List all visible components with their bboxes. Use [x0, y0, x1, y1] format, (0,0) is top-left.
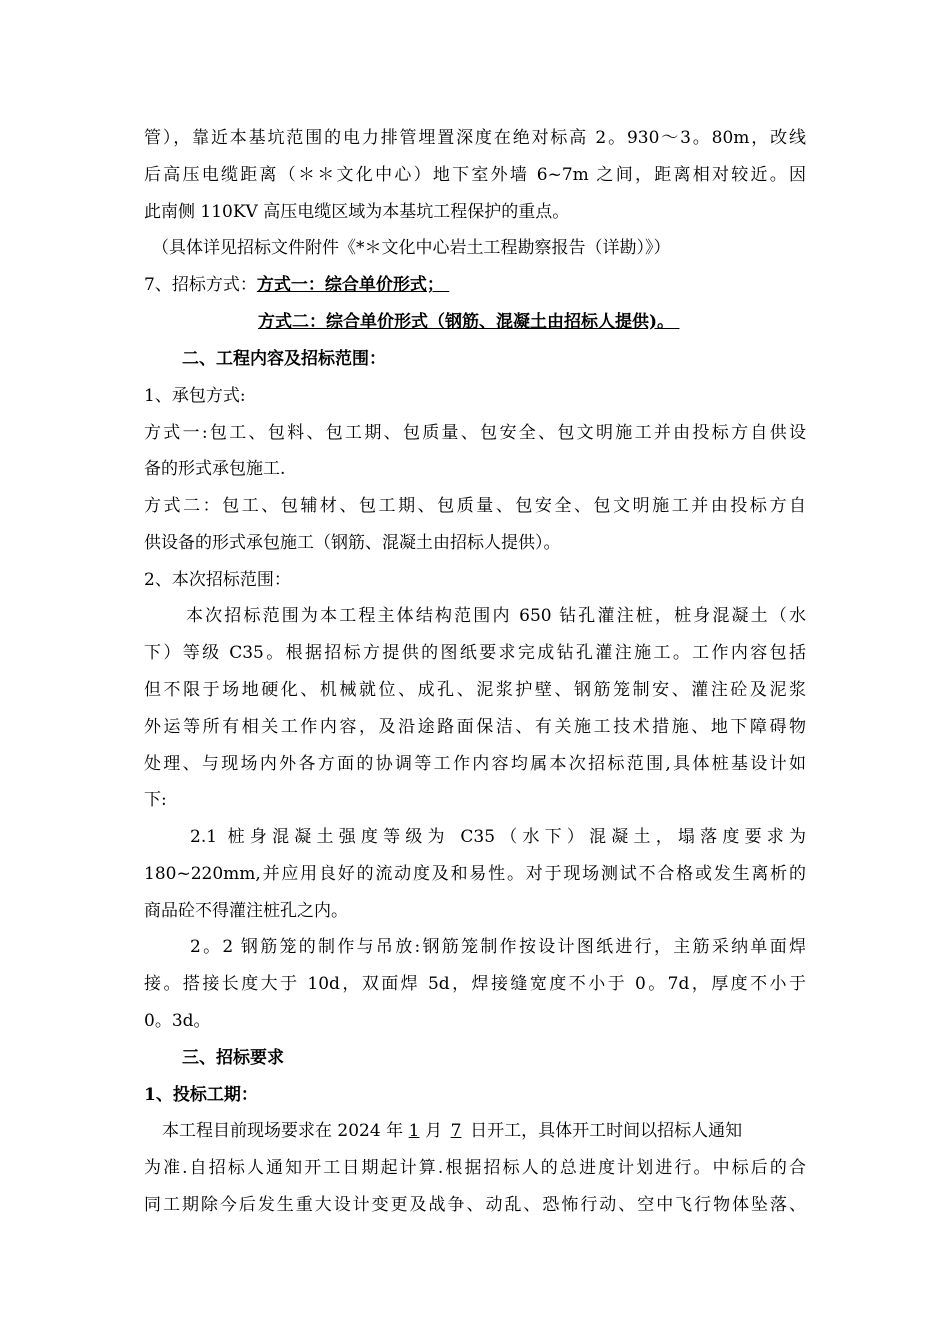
paragraph-line: 下: — [144, 790, 167, 810]
paragraph-line: 同工期除今后发生重大设计变更及战争、动乱、恐怖行动、空中飞行物体坠落、 — [144, 1195, 806, 1215]
paragraph-line: 本次招标范围为本工程主体结构范围内 650 钻孔灌注桩，桩身混凝土（水 — [186, 606, 806, 626]
paragraph-line: 2.1 桩身混凝土强度等级为 C35（水下）混凝土，塌落度要求为 — [190, 827, 806, 847]
paragraph-line: 商品砼不得灌注桩孔之内。 — [144, 901, 348, 921]
bidding-method-one: 方式一：综合单价形式； — [256, 275, 444, 295]
paragraph-line: 方式二：包工、包辅材、包工期、包质量、包安全、包文明施工并由投标方自 — [144, 496, 806, 516]
paragraph-line: 2。2 钢筋笼的制作与吊放:钢筋笼制作按设计图纸进行，主筋采纳单面焊 — [190, 937, 806, 957]
start-date-rest: 日开工，具体开工时间以招标人通知 — [470, 1121, 743, 1141]
bidding-method-two-line — [258, 310, 679, 334]
month-label: 月 — [425, 1121, 443, 1141]
subsection-heading: 2、本次招标范围： — [144, 570, 291, 590]
paragraph-line: 0。3d。 — [144, 1011, 211, 1031]
bidding-method-line — [144, 273, 449, 297]
paragraph-line: 后高压电缆距离（＊＊文化中心）地下室外墙 6~7m 之间，距离相对较近。因 — [144, 165, 806, 185]
paragraph-line: 管），靠近本基坑范围的电力排管埋置深度在绝对标高 2。930～3。80m，改线 — [144, 128, 806, 148]
start-date-line — [162, 1119, 742, 1143]
paragraph-line: 外运等所有相关工作内容，及沿途路面保洁、有关施工技术措施、地下障碍物 — [144, 717, 806, 737]
paragraph-line: 为准.自招标人通知开工日期起计算.根据招标人的总进度计划进行。中标后的合 — [144, 1158, 806, 1178]
paragraph-line: 下）等级 C35。根据招标方提供的图纸要求完成钻孔灌注施工。工作内容包括 — [144, 643, 806, 663]
paragraph-line: 180~220mm,并应用良好的流动度及和易性。对于现场测试不合格或发生离析的 — [144, 864, 806, 884]
section-heading-3: 三、招标要求 — [182, 1048, 284, 1068]
paragraph-line: 方式一:包工、包料、包工期、包质量、包安全、包文明施工并由投标方自供设 — [144, 423, 806, 443]
start-date-text: 本工程目前现场要求在 2024 年 — [162, 1121, 404, 1141]
reference-note: （具体详见招标文件附件《*＊文化中心岩土工程勘察报告（详勘）》） — [152, 238, 671, 258]
start-day: 7 — [450, 1121, 462, 1141]
paragraph-line: 备的形式承包施工. — [144, 459, 286, 479]
section-heading-2: 二、工程内容及招标范围： — [182, 349, 386, 369]
paragraph-line: 接。搭接长度大于 10d，双面焊 5d，焊接缝宽度不小于 0。7d，厚度不小于 — [144, 974, 806, 994]
paragraph-line: 供设备的形式承包施工（钢筋、混凝土由招标人提供）。 — [144, 533, 561, 553]
bidding-method-two: 方式二：综合单价形式（钢筋、混凝土由招标人提供)。 — [258, 312, 675, 332]
subsection-heading: 1、投标工期： — [144, 1085, 258, 1105]
start-month: 1 — [408, 1121, 420, 1141]
paragraph-line: 此南侧 110KV 高压电缆区域为本基坑工程保护的重点。 — [144, 202, 570, 222]
bidding-method-label: 7、招标方式： — [144, 275, 257, 295]
subsection-heading: 1、承包方式: — [144, 386, 246, 406]
paragraph-line: 但不限于场地硬化、机械就位、成孔、泥浆护壁、钢筋笼制安、灌注砼及泥浆 — [144, 680, 806, 700]
paragraph-line: 处理、与现场内外各方面的协调等工作内容均属本次招标范围,具体桩基设计如 — [144, 754, 806, 774]
